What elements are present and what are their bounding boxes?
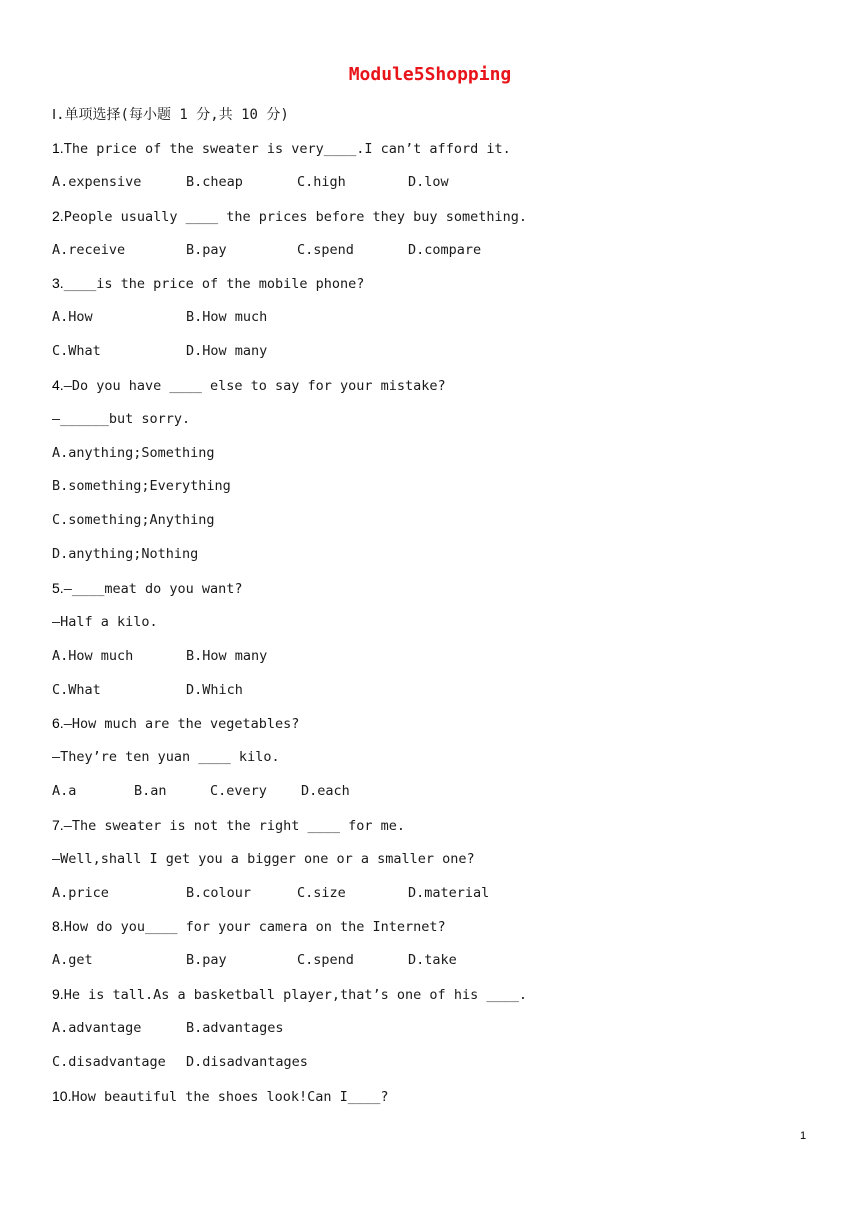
answer-option: C.What <box>52 681 101 698</box>
dialogue-response: —Half a kilo. <box>52 613 158 630</box>
page-title: Module5Shopping <box>348 64 512 85</box>
option-row <box>52 172 812 206</box>
question-number: 6. <box>52 715 64 732</box>
answer-option: C.size <box>297 884 346 901</box>
answer-option: B.colour <box>186 884 252 901</box>
question-number: 10. <box>52 1087 72 1104</box>
question-number: 7. <box>52 816 64 833</box>
question-number: 8. <box>52 918 64 935</box>
question-number: 5. <box>52 579 64 596</box>
question-number: 9. <box>52 986 64 1003</box>
answer-option: C.spend <box>297 952 354 969</box>
option-row <box>52 341 812 375</box>
dialogue-response: —They’re ten yuan ____ kilo. <box>52 749 280 766</box>
option-row <box>52 883 812 917</box>
answer-option: C.disadvantage <box>52 1053 166 1070</box>
question-text: —Do you have ____ else to say for your mistake? <box>63 377 446 394</box>
answer-option: D.each <box>301 783 350 800</box>
option-row <box>52 510 812 544</box>
answer-option: C.something;Anything <box>52 512 215 529</box>
page-number: 1 <box>800 1130 807 1142</box>
answer-option: C.What <box>52 343 101 360</box>
answer-option: A.receive <box>52 241 126 258</box>
answer-option: B.something;Everything <box>52 478 231 495</box>
option-row <box>52 476 812 510</box>
answer-option: B.advantages <box>186 1019 284 1036</box>
question-stem <box>52 273 812 307</box>
question-text: —How much are the vegetables? <box>63 716 300 733</box>
answer-option: D.How many <box>186 343 268 360</box>
answer-option: A.anything;Something <box>52 444 215 461</box>
answer-option: A.How much <box>52 647 134 664</box>
answer-option: C.every <box>210 783 267 800</box>
question-number: 4. <box>52 376 64 393</box>
question-text: —____meat do you want? <box>63 580 243 597</box>
option-row <box>52 1018 812 1052</box>
dialogue-response: —______but sorry. <box>52 410 191 427</box>
question-text: How do you____ for your camera on the Internet? <box>63 919 446 936</box>
answer-option: B.cheap <box>186 173 243 190</box>
answer-option: D.take <box>408 952 457 969</box>
answer-option: D.anything;Nothing <box>52 546 199 563</box>
answer-option: A.a <box>52 783 77 800</box>
question-stem <box>52 815 812 849</box>
answer-option: B.How many <box>186 647 268 664</box>
question-stem <box>52 375 812 409</box>
answer-option: D.material <box>408 884 490 901</box>
question-text: How beautiful the shoes look!Can I____? <box>71 1088 389 1105</box>
option-row <box>52 240 812 274</box>
answer-option: D.compare <box>408 241 482 258</box>
question-stem <box>52 138 812 172</box>
question-number: 2. <box>52 207 64 224</box>
answer-option: C.high <box>297 173 346 190</box>
question-text: He is tall.As a basketball player,that’s one of his ____. <box>63 987 527 1004</box>
answer-option: B.pay <box>186 952 227 969</box>
section-heading: Ⅰ.单项选择(每小题 1 分,共 10 分) <box>52 107 289 123</box>
answer-option: C.spend <box>297 241 354 258</box>
answer-option: A.expensive <box>52 173 142 190</box>
option-row <box>52 544 812 578</box>
answer-option: B.How much <box>186 309 268 326</box>
option-row <box>52 1052 812 1086</box>
option-row <box>52 781 812 815</box>
answer-option: D.Which <box>186 681 243 698</box>
question-number: 3. <box>52 275 64 292</box>
option-row <box>52 680 812 714</box>
question-text: ____is the price of the mobile phone? <box>63 276 365 293</box>
answer-option: D.disadvantages <box>186 1053 308 1070</box>
answer-option: A.get <box>52 952 93 969</box>
answer-option: B.pay <box>186 241 227 258</box>
question-stem <box>52 206 812 240</box>
dialogue-response: —Well,shall I get you a bigger one or a smaller one? <box>52 850 475 867</box>
question-number: 1. <box>52 140 64 156</box>
option-row <box>52 646 812 680</box>
question-stem <box>52 713 812 747</box>
answer-option: B.an <box>134 783 167 800</box>
answer-option: A.price <box>52 884 109 901</box>
option-row <box>52 443 812 477</box>
question-list <box>52 138 812 1119</box>
answer-option: A.advantage <box>52 1019 142 1036</box>
question-stem <box>52 578 812 612</box>
question-stem <box>52 916 812 950</box>
question-stem <box>52 984 812 1018</box>
answer-option: D.low <box>408 173 449 190</box>
question-text: —The sweater is not the right ____ for me. <box>63 817 406 834</box>
option-row <box>52 950 812 984</box>
answer-option: A.How <box>52 309 93 326</box>
question-text: People usually ____ the prices before they buy something. <box>63 208 527 225</box>
question-stem <box>52 1086 812 1120</box>
option-row <box>52 307 812 341</box>
question-text: The price of the sweater is very____.I can’t afford it. <box>63 141 511 157</box>
